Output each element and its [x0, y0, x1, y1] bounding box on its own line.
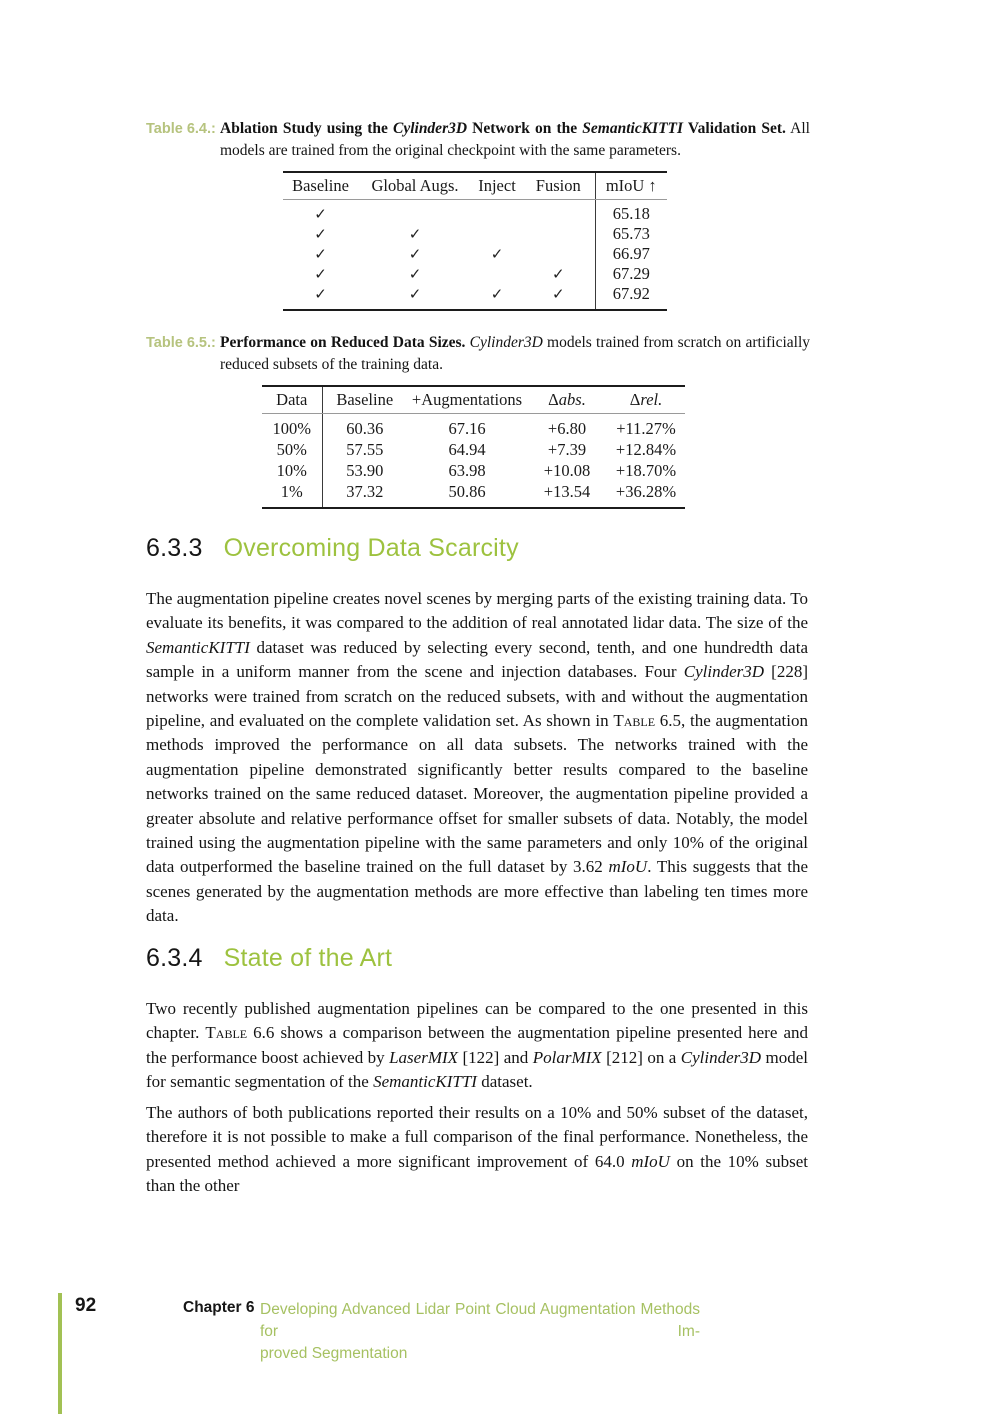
column-header-baseline: Baseline	[283, 172, 358, 200]
table-6-5-reduced-data	[262, 385, 685, 509]
augmentations-cell: 64.94	[448, 439, 486, 459]
delta-rel-cell: +18.70%	[615, 460, 677, 480]
paragraph-data-scarcity: The augmentation pipeline creates novel scenes by merging parts of the existing training data. To evaluate its benefits, it was compared to the addition of real annotated lidar data. The size of the SemanticKITTI dataset was reduced by selecting every second, tenth, and one hundredth data sample in a uniform manner from the scene and injection databases. Four Cylinder3D [228] networks were trained from scratch on the reduced subsets, with and without the augmentation pipeline, and evaluated on the complete validation set. As shown in Table 6.5, the augmentation methods improved the performance on all data subsets. The networks trained with the augmentation pipeline demonstrated significantly better results compared to the baseline networks trained on the same reduced dataset. Moreover, the augmentation pipeline provided a greater absolute and relative performance offset for smaller subsets of data. Notably, the model trained using the augmentation pipeline with the same parameters and only 10% of the original data outperformed the baseline trained on the full dataset by 3.62 mIoU. This suggests that the scenes generated by the augmentation methods are more effective than labeling ten times more data.	[146, 589, 809, 926]
check-cell: ✓	[408, 266, 422, 283]
table-header-row	[283, 172, 667, 200]
table-row	[283, 244, 667, 264]
section-number: 6.3.4	[146, 944, 203, 972]
column-header-delta-rel: Δrel.	[607, 386, 685, 414]
column-header-global-augs: Global Augs.	[358, 172, 472, 200]
column-header-delta-abs: Δabs.	[527, 386, 607, 414]
delta-abs-cell: +7.39	[547, 439, 587, 459]
miou-value-cell: 65.73	[595, 224, 667, 244]
delta-abs-cell: +10.08	[543, 460, 591, 480]
table-6-4-ablation-study	[283, 171, 667, 311]
data-size-cell: 50%	[276, 439, 307, 459]
check-cell: ✓	[490, 246, 504, 263]
check-cell: ✓	[314, 246, 327, 263]
augmentations-cell: 50.86	[448, 481, 486, 501]
check-cell	[472, 200, 522, 225]
column-header-baseline: Baseline	[322, 386, 407, 414]
table-row	[262, 414, 685, 440]
section-title: State of the Art	[223, 944, 393, 972]
baseline-cell: 57.55	[322, 439, 407, 460]
table-row	[283, 224, 667, 244]
delta-rel-cell: +12.84%	[615, 439, 677, 459]
table-6-5-caption-label: Table 6.5.:	[146, 334, 216, 351]
paragraph-state-of-the-art-2: The authors of both publications reported their results on a 10% and 50% subset of the dataset, therefore it is not possible to make a full comparison of the final performance. Nonetheless, the presented method achieved a more significant improvement of 64.0 mIoU on the 10% subset than the other	[146, 1103, 809, 1196]
check-cell: ✓	[314, 286, 327, 303]
table-6-4-caption	[146, 118, 810, 161]
check-cell	[472, 264, 522, 284]
check-cell: ✓	[408, 286, 422, 303]
section-number: 6.3.3	[146, 534, 203, 562]
footer-chapter-title-line1: Developing Advanced Lidar Point Cloud Augmentation Methods for Im-	[260, 1301, 700, 1340]
delta-rel-cell: +36.28%	[615, 481, 677, 501]
table-row	[283, 264, 667, 284]
column-header-data: Data	[262, 386, 322, 414]
column-header-fusion: Fusion	[522, 172, 595, 200]
check-cell: ✓	[314, 206, 327, 223]
augmentations-cell: 67.16	[448, 418, 486, 438]
check-cell	[358, 200, 472, 225]
column-header-inject: Inject	[472, 172, 522, 200]
miou-value-cell: 67.92	[595, 284, 667, 310]
check-cell	[522, 244, 595, 264]
baseline-cell: 37.32	[322, 481, 407, 508]
delta-rel-cell: +11.27%	[616, 418, 676, 438]
baseline-cell: 53.90	[322, 460, 407, 481]
check-cell: ✓	[314, 266, 327, 283]
column-header-augmentations: +Augmentations	[407, 386, 527, 414]
section-heading-6-3-4	[146, 944, 392, 973]
check-cell: ✓	[408, 226, 422, 243]
check-cell: ✓	[551, 266, 565, 283]
section-heading-6-3-3	[146, 534, 519, 563]
footer-page-number: 92	[75, 1295, 97, 1316]
table-row	[262, 460, 685, 481]
table-6-4-caption-label: Table 6.4.:	[146, 120, 216, 137]
delta-abs-cell: +6.80	[547, 418, 587, 438]
check-cell: ✓	[551, 286, 565, 303]
column-header-miou: mIoU ↑	[595, 172, 667, 200]
table-6-4-caption-text: Ablation Study using the Cylinder3D Network on the SemanticKITTI Validation Set. All models are trained from the original checkpoint with the same parameters.	[220, 120, 810, 159]
delta-abs-cell: +13.54	[543, 481, 591, 501]
table-6-5-caption	[146, 332, 810, 375]
footer-chapter-title-line2: proved Segmentation	[260, 1345, 408, 1362]
table-row	[283, 284, 667, 310]
footer-accent-bar	[58, 1293, 62, 1414]
footer-chapter-title	[260, 1299, 700, 1365]
augmentations-cell: 63.98	[448, 460, 486, 480]
miou-value-cell: 67.29	[595, 264, 667, 284]
miou-value-cell: 66.97	[595, 244, 667, 264]
section-title: Overcoming Data Scarcity	[223, 534, 519, 562]
check-cell: ✓	[490, 286, 504, 303]
baseline-cell: 60.36	[322, 414, 407, 440]
table-row	[262, 439, 685, 460]
check-cell: ✓	[314, 226, 327, 243]
table-6-5-caption-text: Performance on Reduced Data Sizes. Cylinder3D models trained from scratch on artificially reduced subsets of the training data.	[220, 334, 810, 373]
data-size-cell: 100%	[272, 418, 311, 438]
table-row	[283, 200, 667, 225]
paragraph-state-of-the-art-1: Two recently published augmentation pipelines can be compared to the one presented in this chapter. Table 6.6 shows a comparison between the augmentation pipeline presented here and the performance boost achieved by LaserMIX [122] and PolarMIX [212] on a Cylinder3D model for semantic segmentation of the SemanticKITTI dataset.	[146, 999, 809, 1092]
table-row	[262, 481, 685, 508]
check-cell	[472, 224, 522, 244]
table-header-row	[262, 386, 685, 414]
check-cell	[522, 200, 595, 225]
data-size-cell: 10%	[276, 460, 307, 480]
check-cell	[522, 224, 595, 244]
data-size-cell: 1%	[280, 481, 303, 501]
miou-value-cell: 65.18	[595, 200, 667, 225]
footer-chapter-label: Chapter 6	[183, 1299, 255, 1316]
check-cell: ✓	[408, 246, 422, 263]
